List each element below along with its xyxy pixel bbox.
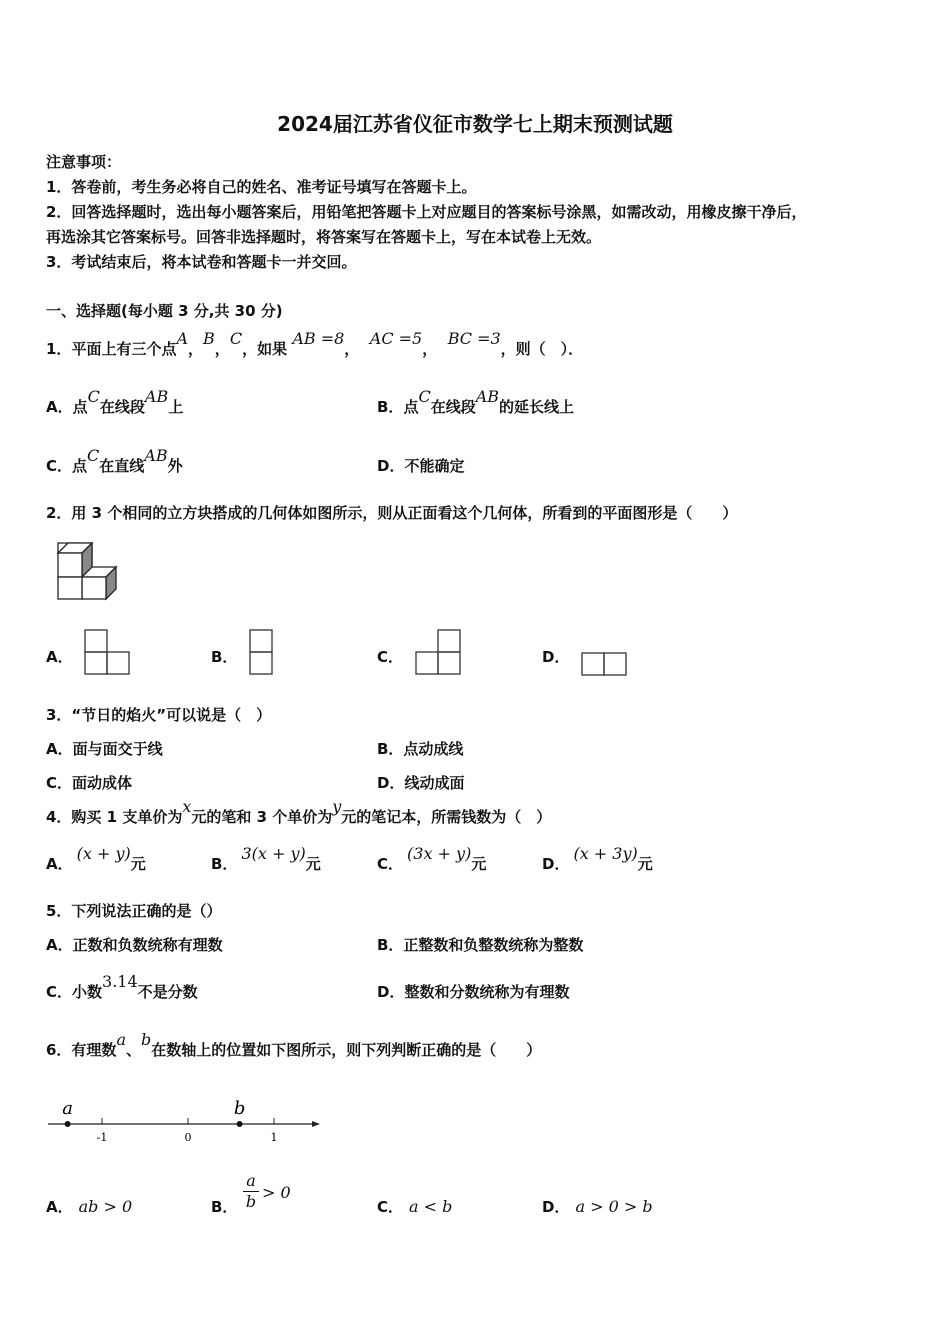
tick-label: 0 <box>184 1131 192 1144</box>
option-unit: 元 <box>637 855 653 873</box>
q1-cond-ac: AC =5 <box>369 329 423 348</box>
tick-label: -1 <box>96 1131 108 1144</box>
q6-var-b: b <box>141 1030 152 1049</box>
option-math: AB <box>144 387 169 406</box>
question-6 <box>46 1030 542 1060</box>
q1-end: ，则（ ）． <box>500 340 584 358</box>
q4-option-a[interactable] <box>46 844 146 874</box>
q4-text: 4．购买 1 支单价为 <box>46 808 183 826</box>
q1-point-a: A <box>176 329 189 348</box>
option-math: a > 0 > b <box>575 1197 653 1216</box>
option-math: (x + y) <box>76 844 131 863</box>
fraction-denominator: b <box>245 1192 257 1211</box>
option-text: 不能确定 <box>404 457 465 475</box>
option-label: A． <box>46 398 73 416</box>
q4-option-d[interactable] <box>542 844 653 874</box>
option-math: AB <box>475 387 500 406</box>
q3-option-a[interactable]: A．面与面交于线 <box>46 740 163 758</box>
q6-option-d[interactable] <box>542 1197 653 1217</box>
q6-var-a: a <box>116 1030 126 1049</box>
q6-text: 6．有理数 <box>46 1041 117 1059</box>
option-text: 在线段 <box>430 398 476 416</box>
q2-option-c[interactable]: C． <box>377 648 404 666</box>
q4-var-x: x <box>182 797 192 816</box>
q5-option-d[interactable]: D．整数和分数统称为有理数 <box>377 983 570 1001</box>
number-line <box>46 1096 326 1146</box>
q6-text: 在数轴上的位置如下图所示，则下列判断正确的是（ ） <box>151 1041 542 1059</box>
option-math: C <box>418 387 431 406</box>
point-a-label: a <box>62 1098 73 1119</box>
q2-option-d-figure[interactable] <box>581 652 629 678</box>
q1-sep: ，如果 <box>242 340 288 358</box>
section-heading: 一、选择题(每小题 3 分,共 30 分) <box>46 302 283 320</box>
q1-number: 1． <box>46 340 72 358</box>
option-text: C．小数 <box>46 983 103 1001</box>
question-3: 3．“节日的焰火”可以说是（ ） <box>46 706 272 724</box>
q5-option-b[interactable]: B．正整数和负整数统称为整数 <box>377 936 584 954</box>
q2-option-a-figure[interactable] <box>84 629 132 677</box>
q1-point-b: B <box>203 329 215 348</box>
cube-solid-figure <box>56 543 120 603</box>
option-math: C <box>87 387 100 406</box>
option-text: 的延长线上 <box>499 398 575 416</box>
point-b-label: b <box>233 1098 246 1119</box>
option-math: 3(x + y) <box>241 844 306 863</box>
q3-option-b[interactable]: B．点动成线 <box>377 740 464 758</box>
q6-sep: 、 <box>125 1041 141 1059</box>
option-text: 在线段 <box>99 398 145 416</box>
option-unit: 元 <box>305 855 321 873</box>
q1-sep: ， <box>214 340 230 358</box>
option-math: (3x + y) <box>407 844 472 863</box>
point-a <box>65 1121 71 1127</box>
q4-option-b[interactable] <box>211 844 321 874</box>
option-text: 上 <box>168 398 184 416</box>
question-1 <box>46 329 584 359</box>
number-line-arrow <box>312 1121 320 1127</box>
q5-option-c[interactable] <box>46 972 198 1002</box>
q4-option-c[interactable] <box>377 844 487 874</box>
option-label: D． <box>542 855 570 873</box>
option-math: (x + 3y) <box>573 844 638 863</box>
option-text: 点 <box>72 398 88 416</box>
q3-option-d[interactable]: D．线动成面 <box>377 774 465 792</box>
option-label: A． <box>46 855 73 873</box>
q3-option-c[interactable]: C．面动成体 <box>46 774 133 792</box>
option-text: 点 <box>72 457 88 475</box>
q2-option-a[interactable]: A． <box>46 648 73 666</box>
q1-cond-ab: AB =8 <box>292 329 345 348</box>
q5-option-a[interactable]: A．正数和负数统称有理数 <box>46 936 223 954</box>
q4-var-y: y <box>332 797 342 816</box>
q2-option-b-figure[interactable] <box>249 629 275 677</box>
q1-sep: ， <box>344 340 360 358</box>
option-label: D． <box>377 457 405 475</box>
option-math: ab > 0 <box>78 1197 133 1216</box>
q6-option-a[interactable] <box>46 1197 132 1217</box>
tick-label: 1 <box>270 1131 278 1144</box>
q1-text: 平面上有三个点 <box>71 340 177 358</box>
option-math: AB <box>144 446 168 465</box>
q1-option-d[interactable] <box>377 456 464 476</box>
question-4 <box>46 797 552 827</box>
option-label: B． <box>211 1198 238 1216</box>
q1-option-a[interactable] <box>46 387 184 417</box>
q1-option-c[interactable] <box>46 446 183 476</box>
option-label: B． <box>377 398 404 416</box>
option-text: 外 <box>167 457 183 475</box>
point-b <box>237 1121 243 1127</box>
q6-option-c[interactable] <box>377 1197 452 1217</box>
option-math: 3.14 <box>102 972 138 991</box>
q4-text: 元的笔记本，所需钱数为（ ） <box>341 808 552 826</box>
q1-sep: ， <box>188 340 204 358</box>
q1-sep: ， <box>422 340 438 358</box>
page-title: 2024届江苏省仪征市数学七上期末预测试题 <box>277 112 673 136</box>
option-text: 不是分数 <box>137 983 198 1001</box>
notice-item: 1．答卷前，考生务必将自己的姓名、准考证号填写在答题卡上。 <box>46 178 477 196</box>
option-text: 点 <box>403 398 419 416</box>
notice-heading: 注意事项： <box>46 153 122 171</box>
fraction-numerator: a <box>246 1171 256 1190</box>
q2-option-d[interactable]: D． <box>542 648 570 666</box>
option-label: B． <box>211 855 238 873</box>
option-unit: 元 <box>471 855 487 873</box>
q6-option-b-rest: > 0 <box>262 1183 291 1202</box>
q4-text: 元的笔和 3 个单价为 <box>191 808 333 826</box>
q1-point-c: C <box>229 329 243 348</box>
q2-option-c-figure[interactable] <box>415 629 463 677</box>
question-2: 2．用 3 个相同的立方块搭成的几何体如图所示，则从正面看这个几何体，所看到的平面图形是（ ） <box>46 504 738 522</box>
option-math: C <box>87 446 100 465</box>
option-text: 在直线 <box>99 457 145 475</box>
option-label: C． <box>46 457 73 475</box>
notice-item: 再选涂其它答案标号。回答非选择题时，将答案写在答题卡上，写在本试卷上无效。 <box>46 228 602 246</box>
option-label: C． <box>377 855 404 873</box>
notice-item: 3．考试结束后，将本试卷和答题卡一并交回。 <box>46 253 357 271</box>
question-5: 5．下列说法正确的是（） <box>46 902 222 920</box>
option-math: a < b <box>409 1197 453 1216</box>
option-label: C． <box>377 1198 404 1216</box>
q1-option-b[interactable] <box>377 387 575 417</box>
notice-item: 2．回答选择题时，选出每小题答案后，用铅笔把答题卡上对应题目的答案标号涂黑，如需改动，用橡皮擦干净后， <box>46 203 807 221</box>
option-label: D． <box>542 1198 570 1216</box>
option-unit: 元 <box>130 855 146 873</box>
fraction-a-over-b <box>241 1172 261 1211</box>
q1-cond-bc: BC =3 <box>447 329 501 348</box>
q6-option-b[interactable] <box>211 1197 237 1217</box>
option-label: A． <box>46 1198 73 1216</box>
q2-option-b[interactable]: B． <box>211 648 238 666</box>
